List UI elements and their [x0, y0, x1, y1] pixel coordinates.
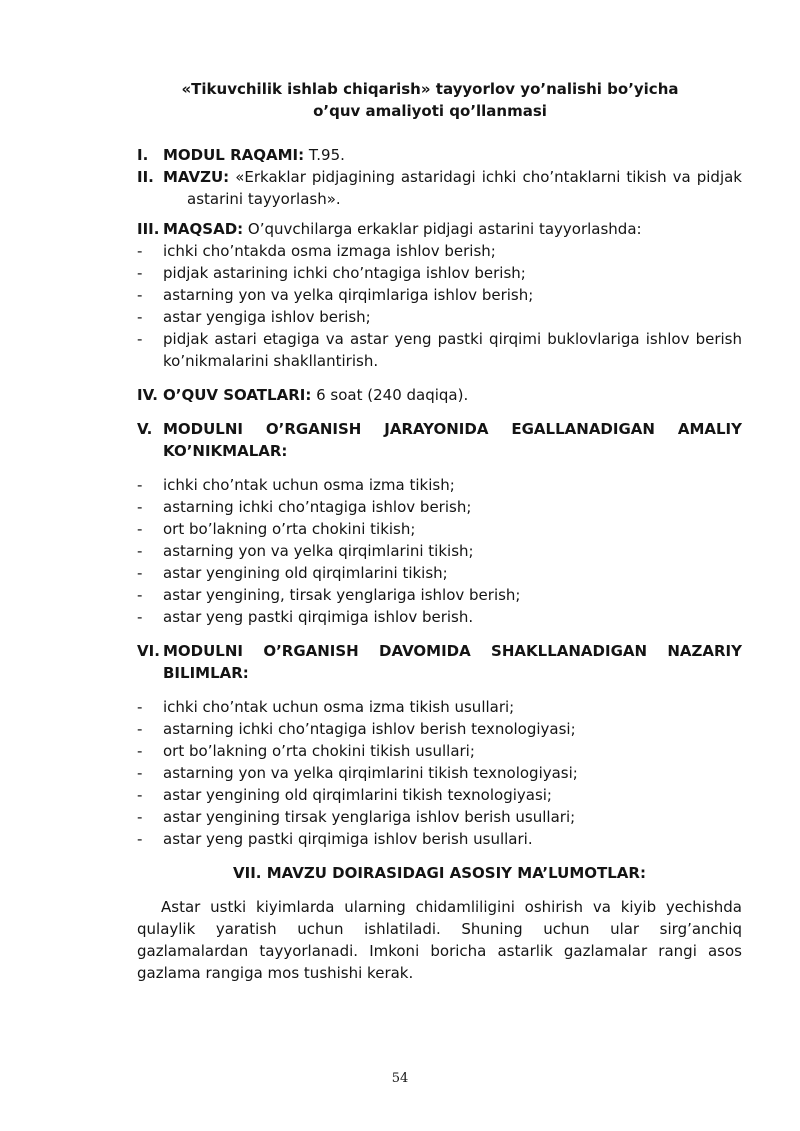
section-text: T.95.: [304, 146, 345, 164]
list-item: - ort bo’lakning o’rta chokini tikish;: [137, 520, 416, 538]
goal-list: [137, 240, 742, 372]
section-text: «Erkaklar pidjagining astaridagi ichki cho’ntaklarni tikish va pidjak astarini tayyorlash».: [187, 168, 742, 208]
list-marker: -: [137, 542, 143, 560]
section-theoretical-knowledge: [137, 640, 742, 684]
section-study-hours: [137, 384, 742, 406]
list-marker: -: [137, 786, 143, 804]
skills-list: [137, 474, 742, 628]
list-marker: -: [137, 242, 143, 260]
section-heading-line-1: MODULNI O’RGANISH DAVOMIDA SHAKLLANADIGAN NAZARIY: [163, 642, 742, 660]
main-information-paragraph: Astar ustki kiyimlarda ularning chidamliligini oshirish va kiyib yechishda qulaylik yaratish uchun ishlatiladi. Shuning uchun ular sirg’anchiq gazlamalardan tayyorlanadi. Imkoni boricha astarlik gazlamalar rangi asos gazlama rangiga mos tushishi kerak.: [137, 898, 742, 982]
list-item: - ort bo’lakning o’rta chokini tikish usullari;: [137, 742, 475, 760]
list-marker: -: [137, 308, 143, 326]
section-topic: [137, 166, 742, 210]
section-numeral: IV.: [137, 386, 158, 404]
section-numeral: III.: [137, 220, 160, 238]
list-item: - astarning ichki cho’ntagiga ishlov berish;: [137, 498, 472, 516]
list-item: - astar yengining old qirqimlarini tikish;: [137, 564, 448, 582]
list-marker: -: [137, 764, 143, 782]
list-item: - pidjak astarining ichki cho’ntagiga ishlov berish;: [137, 264, 526, 282]
list-item: - pidjak astari etagiga va astar yeng pastki qirqimi buklovlariga ishlov berish ko’nikmalarini shakllantirish.: [137, 330, 742, 370]
list-marker: -: [137, 330, 143, 348]
list-item: - astarning yon va yelka qirqimlarini tikish;: [137, 542, 474, 560]
list-item: - astar yengiga ishlov berish;: [137, 308, 371, 326]
list-marker: -: [137, 742, 143, 760]
list-marker: -: [137, 586, 143, 604]
list-item: - ichki cho’ntak uchun osma izma tikish usullari;: [137, 698, 515, 716]
section-numeral: I.: [137, 146, 149, 164]
document-body: [137, 144, 742, 984]
section-label: MAQSAD:: [163, 220, 244, 238]
page-number: 54: [391, 1071, 409, 1086]
list-marker: -: [137, 520, 143, 538]
list-marker: -: [137, 830, 143, 848]
section-practical-skills: [137, 418, 742, 462]
list-marker: -: [137, 698, 143, 716]
list-marker: -: [137, 264, 143, 282]
section-label: MODUL RAQAMI:: [163, 146, 305, 164]
list-item: - astarning yon va yelka qirqimlariga ishlov berish;: [137, 286, 534, 304]
section-numeral: II.: [137, 168, 154, 186]
section-heading-line-1: MODULNI O’RGANISH JARAYONIDA EGALLANADIGAN AMALIY: [163, 420, 742, 438]
title-line-1: «Tikuvchilik ishlab chiqarish» tayyorlov yo’nalishi bo’yicha: [181, 80, 679, 98]
list-item: - astar yeng pastki qirqimiga ishlov berish.: [137, 608, 474, 626]
section-heading-line-2: BILIMLAR:: [163, 664, 249, 682]
list-marker: -: [137, 720, 143, 738]
list-marker: -: [137, 498, 143, 516]
section-numeral: V.: [137, 420, 153, 438]
section-label: MAVZU:: [163, 168, 230, 186]
section-numeral: VI.: [137, 642, 160, 660]
knowledge-list: [137, 696, 742, 850]
list-item: - astar yengining tirsak yenglariga ishlov berish usullari;: [137, 808, 576, 826]
section-text: O’quvchilarga erkaklar pidjagi astarini tayyorlashda:: [243, 220, 642, 238]
list-item: - astarning yon va yelka qirqimlarini tikish texnologiyasi;: [137, 764, 578, 782]
list-item: - astar yengining old qirqimlarini tikish texnologiyasi;: [137, 786, 552, 804]
list-marker: -: [137, 808, 143, 826]
list-item: - ichki cho’ntakda osma izmaga ishlov berish;: [137, 242, 496, 260]
list-marker: -: [137, 476, 143, 494]
section-heading-line-2: KO’NIKMALAR:: [163, 442, 288, 460]
list-item: - astarning ichki cho’ntagiga ishlov berish texnologiyasi;: [137, 720, 576, 738]
section-main-information-heading: VII. MAVZU DOIRASIDAGI ASOSIY MA’LUMOTLAR:: [233, 864, 646, 882]
list-marker: -: [137, 564, 143, 582]
document-title: [140, 78, 720, 122]
list-item: - ichki cho’ntak uchun osma izma tikish;: [137, 476, 455, 494]
section-goal: [137, 218, 742, 240]
list-item: - astar yeng pastki qirqimiga ishlov berish usullari.: [137, 830, 533, 848]
list-marker: -: [137, 286, 143, 304]
list-marker: -: [137, 608, 143, 626]
section-text: 6 soat (240 daqiqa).: [311, 386, 469, 404]
section-label: O’QUV SOATLARI:: [163, 386, 312, 404]
list-item: - astar yengining, tirsak yenglariga ishlov berish;: [137, 586, 521, 604]
section-module-number: [137, 144, 742, 166]
title-line-2: o’quv amaliyoti qo’llanmasi: [313, 102, 547, 120]
